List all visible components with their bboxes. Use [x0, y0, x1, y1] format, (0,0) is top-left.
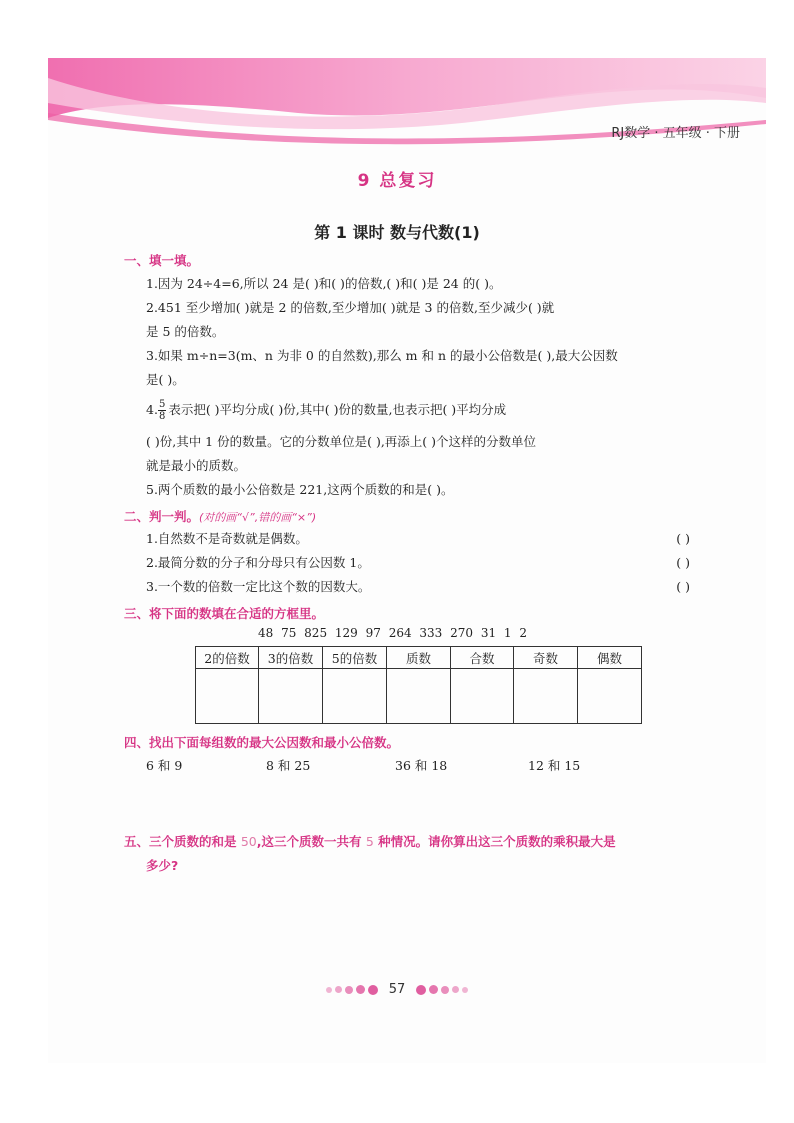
judge-answer-2[interactable]: ( ) [676, 555, 690, 570]
section-5-text-c: 种情况。请你算出这三个质数的乘积最大是 [373, 834, 616, 849]
number-pair: 8 和 25 [266, 758, 311, 773]
table-header: 质数 [387, 647, 451, 669]
dot-icon [345, 986, 353, 994]
dot-icon [335, 986, 342, 993]
answer-cell[interactable] [578, 669, 642, 724]
fraction-5-8 [158, 399, 166, 422]
dot-icon [452, 986, 459, 993]
question-1-4a [146, 398, 694, 422]
fraction-denominator: 8 [158, 411, 166, 422]
section-3-title: 三、将下面的数填在合适的方框里。 [124, 606, 325, 621]
table-header: 5的倍数 [323, 647, 387, 669]
section-5-text-b: ,这三个质数一共有 [256, 834, 366, 849]
judge-item-1: 1.自然数不是奇数就是偶数。 [146, 531, 308, 546]
question-1-3a: 3.如果 m÷n=3(m、n 为非 0 的自然数),那么 m 和 n 的最小公倍数是( ),最大公因数 [146, 348, 618, 363]
judge-answer-1[interactable]: ( ) [676, 531, 690, 546]
question-1-4c: 就是最小的质数。 [146, 458, 247, 473]
table-header: 合数 [451, 647, 514, 669]
judge-answer-3[interactable]: ( ) [676, 579, 690, 594]
answer-cell[interactable] [514, 669, 578, 724]
dot-icon [429, 985, 438, 994]
section-1-title: 一、填一填。 [124, 253, 200, 268]
answer-cell[interactable] [451, 669, 514, 724]
section-2-title [124, 507, 316, 525]
fraction-numerator: 5 [158, 399, 166, 410]
judge-item-2: 2.最简分数的分子和分母只有公因数 1。 [146, 555, 370, 570]
table-header: 奇数 [514, 647, 578, 669]
dot-icon [368, 985, 378, 995]
dot-icon [326, 987, 332, 993]
answer-cell[interactable] [387, 669, 451, 724]
section-5-question [124, 830, 696, 878]
table-header: 偶数 [578, 647, 642, 669]
question-1-1: 1.因为 24÷4=6,所以 24 是( )和( )的倍数,( )和( )是 24 的( )。 [146, 276, 502, 291]
classification-table [195, 646, 642, 724]
answer-cell[interactable] [196, 669, 259, 724]
answer-cell[interactable] [323, 669, 387, 724]
question-1-4b: ( )份,其中 1 份的数量。它的分数单位是( ),再添上( )个这样的分数单位 [146, 434, 537, 449]
table-header: 3的倍数 [259, 647, 323, 669]
question-1-3b: 是( )。 [146, 372, 185, 387]
page-number: 57 [388, 982, 406, 997]
dot-icon [462, 987, 468, 993]
section-5-text-a: 五、三个质数的和是 [124, 834, 241, 849]
book-series: RJ数学 · 五年级 · 下册 [611, 126, 740, 141]
judge-item-3: 3.一个数的倍数一定比这个数的因数大。 [146, 579, 371, 594]
question-1-4-number: 4. [146, 402, 158, 417]
section-5-number-b: 5 [365, 834, 374, 849]
section-2-note: (对的画“√”,错的画“×”) [199, 511, 317, 524]
table-header: 2的倍数 [196, 647, 259, 669]
number-pair: 12 和 15 [528, 758, 581, 773]
section-5-text-d: 多少? [146, 858, 179, 873]
dot-icon [441, 986, 449, 994]
page-footer [0, 982, 794, 997]
answer-cell[interactable] [259, 669, 323, 724]
unit-title: 9 总复习 [357, 171, 437, 191]
section-2-title-text: 二、判一判。 [124, 509, 200, 524]
section-4-title: 四、找出下面每组数的最大公因数和最小公倍数。 [124, 735, 400, 750]
number-list: 48 75 825 129 97 264 333 270 31 1 2 [258, 626, 528, 640]
dot-icon [416, 985, 426, 995]
question-1-5: 5.两个质数的最小公倍数是 221,这两个质数的和是( )。 [146, 482, 454, 497]
section-5-number-a: 50 [240, 834, 257, 849]
question-1-2a: 2.451 至少增加( )就是 2 的倍数,至少增加( )就是 3 的倍数,至少减少( )就 [146, 300, 555, 315]
dot-icon [356, 985, 365, 994]
number-pair: 6 和 9 [146, 758, 183, 773]
number-pair: 36 和 18 [395, 758, 448, 773]
question-1-4a-text: 表示把( )平均分成( )份,其中( )份的数量,也表示把( )平均分成 [168, 402, 507, 417]
question-1-2b: 是 5 的倍数。 [146, 324, 225, 339]
lesson-title: 第 1 课时 数与代数(1) [314, 223, 480, 242]
